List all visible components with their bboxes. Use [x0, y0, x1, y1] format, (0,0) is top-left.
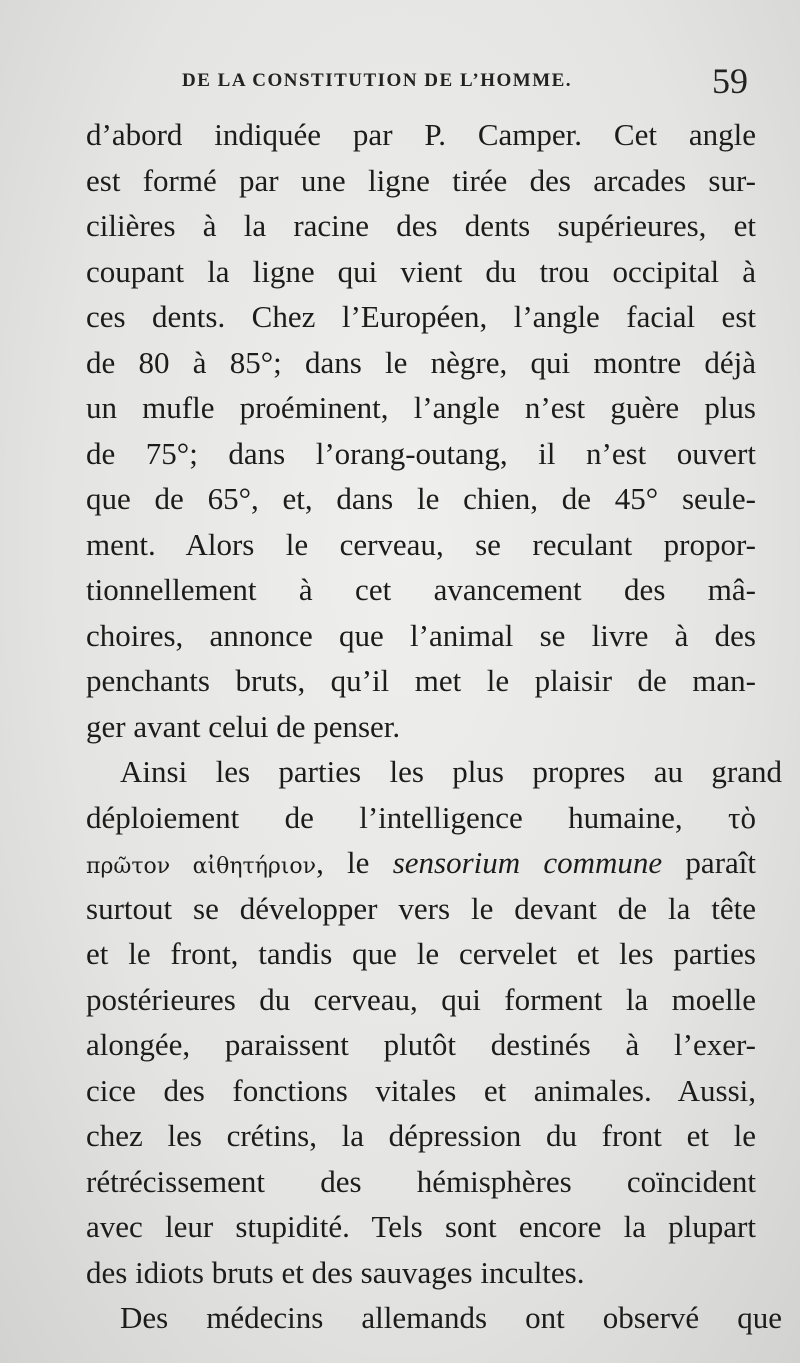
- text-line: et le front, tandis que le cervelet et les parties: [86, 936, 756, 971]
- text-line: postérieures du cerveau, qui forment la moelle: [86, 981, 756, 1017]
- text-line: Des médecins allemands ont observé que: [120, 1300, 782, 1335]
- text-line: d’abord indiquée par P. Camper. Cet angle: [86, 117, 756, 152]
- text-line: cice des fonctions vitales et animales. Aussi,: [86, 1072, 756, 1108]
- text-line: ger avant celui de penser.: [86, 708, 401, 744]
- text-line: surtout se développer vers le devant de la tête: [86, 890, 756, 926]
- text-line: cilières à la racine des dents supérieures, et: [86, 208, 756, 243]
- text-line: penchants bruts, qu’il met le plaisir de man-: [86, 663, 756, 698]
- text-line: un mufle proéminent, l’angle n’est guère plus: [86, 390, 756, 425]
- text-line: Ainsi les parties les plus propres au grand: [120, 754, 782, 789]
- text-line: alongée, paraissent plutôt destinés à l’exer-: [86, 1027, 756, 1062]
- text-fragment: , le: [316, 845, 393, 880]
- text-line: chez les crétins, la dépression du front et le: [86, 1118, 756, 1153]
- text-line: est formé par une ligne tirée des arcades sur-: [86, 162, 756, 198]
- text-line: tionnellement à cet avancement des mâ-: [86, 572, 756, 607]
- text-line: avec leur stupidité. Tels sont encore la plupart: [86, 1209, 756, 1244]
- text-line: de 80 à 85°; dans le nègre, qui montre déjà: [86, 344, 756, 380]
- text-line: que de 65°, et, dans le chien, de 45° seule-: [86, 481, 756, 516]
- italic-phrase: sensorium commune: [392, 845, 663, 880]
- text-line: coupant la ligne qui vient du trou occipital à: [86, 253, 756, 289]
- text-line: ces dents. Chez l’Européen, l’angle facial est: [86, 299, 756, 334]
- running-title: DE LA CONSTITUTION DE L’HOMME.: [182, 70, 573, 91]
- text-line-mixed: [86, 840, 756, 886]
- running-head: [0, 60, 800, 100]
- greek-phrase: πρῶτον αἰθητήριον: [86, 854, 317, 879]
- page-number: 59: [712, 61, 748, 101]
- text-line: rétrécissement des hémisphères coïncident: [86, 1163, 756, 1199]
- body-text: [86, 112, 782, 1341]
- text-line: déploiement de l’intelligence humaine, τὸ: [86, 799, 756, 835]
- text-line: ment. Alors le cerveau, se reculant propor-: [86, 526, 756, 562]
- text-line: de 75°; dans l’orang-outang, il n’est ouvert: [86, 435, 756, 471]
- text-fragment: paraît: [662, 845, 757, 880]
- text-line: des idiots bruts et des sauvages incultes.: [86, 1254, 585, 1290]
- text-line: choires, annonce que l’animal se livre à des: [86, 617, 756, 653]
